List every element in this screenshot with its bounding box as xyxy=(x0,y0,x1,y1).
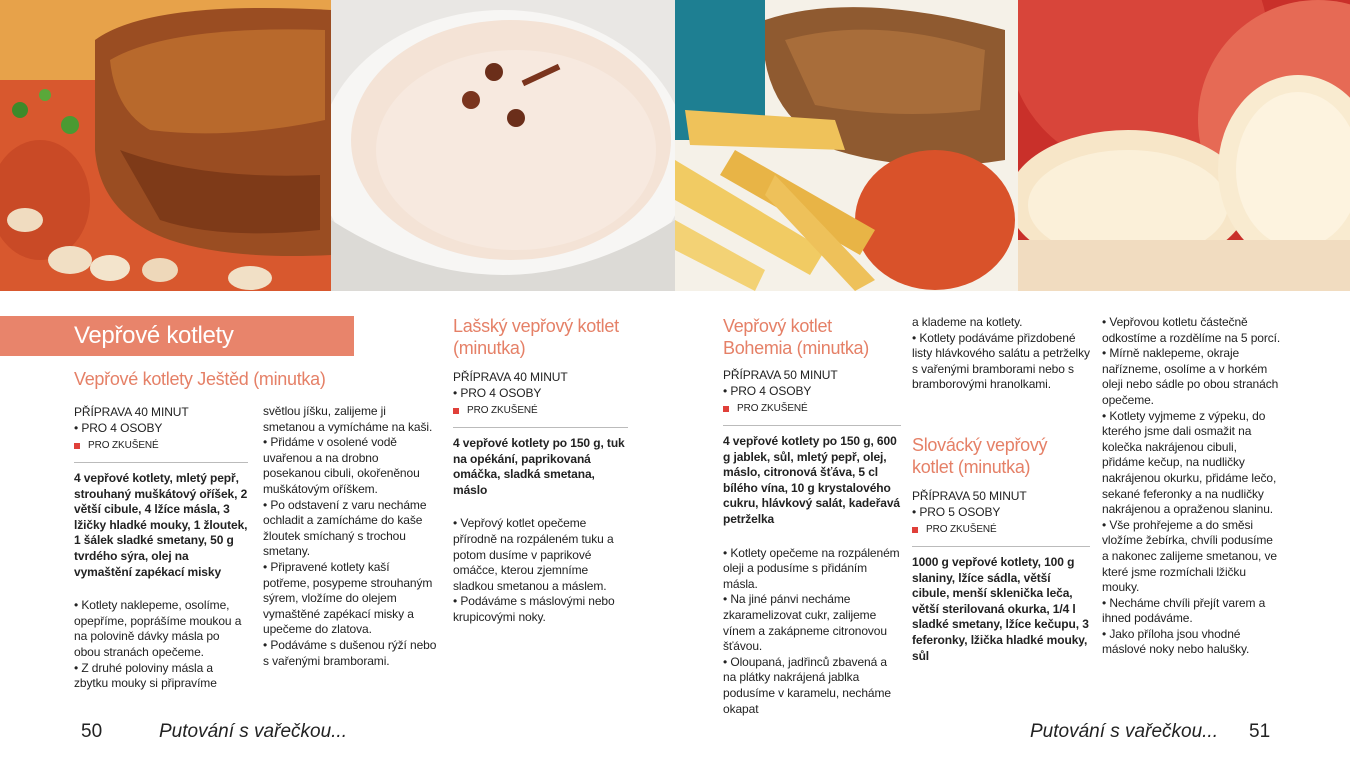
step: • Podáváme s máslovými nebo krupicovými noky. xyxy=(453,594,615,624)
servings: • PRO 4 OSOBY xyxy=(723,384,812,398)
difficulty xyxy=(74,438,248,454)
step: • Připravené kotlety kaší potřeme, posypeme strouhaným sýrem, vložíme do olejem vymaštěné zapékací misky a upečeme do zlatova. xyxy=(263,559,433,637)
step: světlou jíšku, zalijeme ji smetanou a vymícháme na kaši. xyxy=(263,404,433,434)
step: • Po odstavení z varu necháme ochladit a zamícháme do kaše žloutek smíchaný s trochou smetany. xyxy=(263,497,427,559)
step: • Vepřový kotlet opečeme přírodně na rozpáleném tuku a potom dusíme v paprikové omáčce, kterou zjemníme sladkou smetanou a máslem. xyxy=(453,516,614,593)
recipe-title: Slovácký vepřový kotlet (minutka) xyxy=(912,435,1048,477)
footer-title: Putování s vařečkou... xyxy=(159,721,347,742)
recipe-title: Lašský vepřový kotlet (minutka) xyxy=(453,316,619,358)
difficulty-label: PRO ZKUŠENÉ xyxy=(467,405,538,416)
servings: • PRO 5 OSOBY xyxy=(912,505,1001,519)
recipe-title: Vepřový kotlet Bohemia (minutka) xyxy=(723,316,869,358)
divider xyxy=(74,462,248,463)
page-number: 50 xyxy=(81,721,103,742)
ingredients: 4 vepřové kotlety po 150 g, tuk na opékání, paprikovaná omáčka, sladká smetana, máslo xyxy=(453,436,625,497)
step: • Vepřovou kotletu částečně odkostíme a rozdělíme na 5 porcí. xyxy=(1102,315,1281,345)
servings: • PRO 4 OSOBY xyxy=(453,386,542,400)
step: • Necháme chvíli přejít varem a ihned podáváme. xyxy=(1102,595,1266,626)
photo-strip xyxy=(0,0,1350,291)
step: • Vše prohřejeme a do směsi vložíme žebírka, chvíli podusíme a nakonec zalijeme smetanou, ve které jsme rozmíchali lžičku mouky. xyxy=(1102,517,1278,595)
step: • Oloupaná, jadřinců zbavená a na plátky nakrájená jablka podusíme v karamelu, necháme okapat xyxy=(723,654,891,716)
difficulty xyxy=(912,522,1090,538)
difficulty-square-icon xyxy=(723,406,729,412)
ingredients: 4 vepřové kotlety po 150 g, 600 g jablek, sůl, mletý pepř, olej, máslo, citronová šťáva, 5 cl bílého vína, 10 g krystalového cukru, hlávkový salát, kadeřavá petrželka xyxy=(723,434,901,526)
servings: • PRO 4 OSOBY xyxy=(74,421,163,435)
ingredients: 4 vepřové kotlety, mletý pepř, strouhaný muškátový oříšek, 2 větší cibule, 4 lžíce másla, 3 lžičky hladké mouky, 1 žloutek, 1 šálek sladké smetany, 50 g tvrdého sýra, olej na vymaštění zapékací misky xyxy=(74,471,248,579)
step: • Kotlety naklepeme, osolíme, opepříme, poprášíme moukou a na polovině dávky másla po obou stranách opečeme. xyxy=(74,598,242,659)
section-banner: Vepřové kotlety xyxy=(0,316,354,356)
footer-title: Putování s vařečkou... xyxy=(1030,721,1218,742)
step: • Kotlety podáváme přizdobené listy hlávkového salátu a petrželky s vařenými bramborami nebo s bramborovými hranolkami. xyxy=(912,330,1090,392)
step: • Mírně naklepeme, okraje nařízneme, osolíme a v horkém oleji nebo sádle po obou stranách opečeme. xyxy=(1102,346,1279,407)
recipe-column xyxy=(912,488,1090,664)
step: • Kotlety opečeme na rozpáleném oleji a podusíme s přidáním másla. xyxy=(723,545,900,591)
prep-time: PŘÍPRAVA 50 MINUT xyxy=(723,368,838,382)
page-number: 51 xyxy=(1249,721,1271,742)
difficulty xyxy=(453,403,628,419)
step: • Podáváme s dušenou rýží nebo s vařenými bramborami. xyxy=(263,637,437,668)
recipe-meta xyxy=(723,367,901,417)
difficulty-label: PRO ZKUŠENÉ xyxy=(737,403,808,414)
difficulty-square-icon xyxy=(453,408,459,414)
step: • Přidáme v osolené vodě uvařenou a na drobno posekanou cibuli, okořeněnou muškátovým oříškem. xyxy=(263,435,420,496)
step: a klademe na kotlety. xyxy=(912,315,1023,329)
recipe-column xyxy=(1102,315,1282,658)
recipe-meta xyxy=(453,369,628,419)
ingredients: 1000 g vepřové kotlety, 100 g slaniny, lžíce sádla, větší cibule, menší sklenička leča, větší sterilovaná okurka, 1/4 l sladké smetany, lžíce kečupu, 3 feferonky, lžička hladké mouky, sůl xyxy=(912,555,1089,663)
prep-time: PŘÍPRAVA 50 MINUT xyxy=(912,489,1027,503)
recipe-title: Vepřové kotlety Ještěd (minutka) xyxy=(74,369,326,389)
pork-chop-with-fries-photo xyxy=(675,0,1018,291)
difficulty-label: PRO ZKUŠENÉ xyxy=(926,524,997,535)
prep-time: PŘÍPRAVA 40 MINUT xyxy=(453,370,568,384)
difficulty-square-icon xyxy=(74,443,80,449)
step: • Jako příloha jsou vhodné máslové noky nebo halušky. xyxy=(1102,626,1250,657)
prep-time: PŘÍPRAVA 40 MINUT xyxy=(74,405,189,419)
step: • Na jiné pánvi necháme zkaramelizovat cukr, zalijeme vínem a zakápneme citronovou šťávou. xyxy=(723,592,887,654)
recipe-meta xyxy=(74,404,248,454)
divider xyxy=(723,425,901,426)
rice-bowl-with-cloves-photo xyxy=(331,0,675,291)
step: • Z druhé poloviny másla a zbytku mouky si připravíme xyxy=(74,660,217,691)
recipe-column xyxy=(912,315,1090,393)
pork-chop-with-beans-photo xyxy=(0,0,331,291)
step: • Kotlety vyjmeme z výpeku, do kterého jsme dali osmažit na kolečka nakrájenou cibuli, přidáme kečup, na nudličky nakrájenou okurku, přidáme lečo, sekané feferonky a na nudličky nakrájenou a opraženou slaninu. xyxy=(1102,408,1277,517)
recipe-column xyxy=(74,404,248,692)
recipe-column xyxy=(263,404,438,669)
recipe-meta xyxy=(912,488,1090,538)
difficulty-square-icon xyxy=(912,527,918,533)
recipe-column xyxy=(723,367,901,717)
sliced-apples-photo xyxy=(1018,0,1350,291)
difficulty xyxy=(723,401,901,417)
divider xyxy=(912,546,1090,547)
recipe-column xyxy=(453,369,628,626)
difficulty-label: PRO ZKUŠENÉ xyxy=(88,440,159,451)
divider xyxy=(453,427,628,428)
